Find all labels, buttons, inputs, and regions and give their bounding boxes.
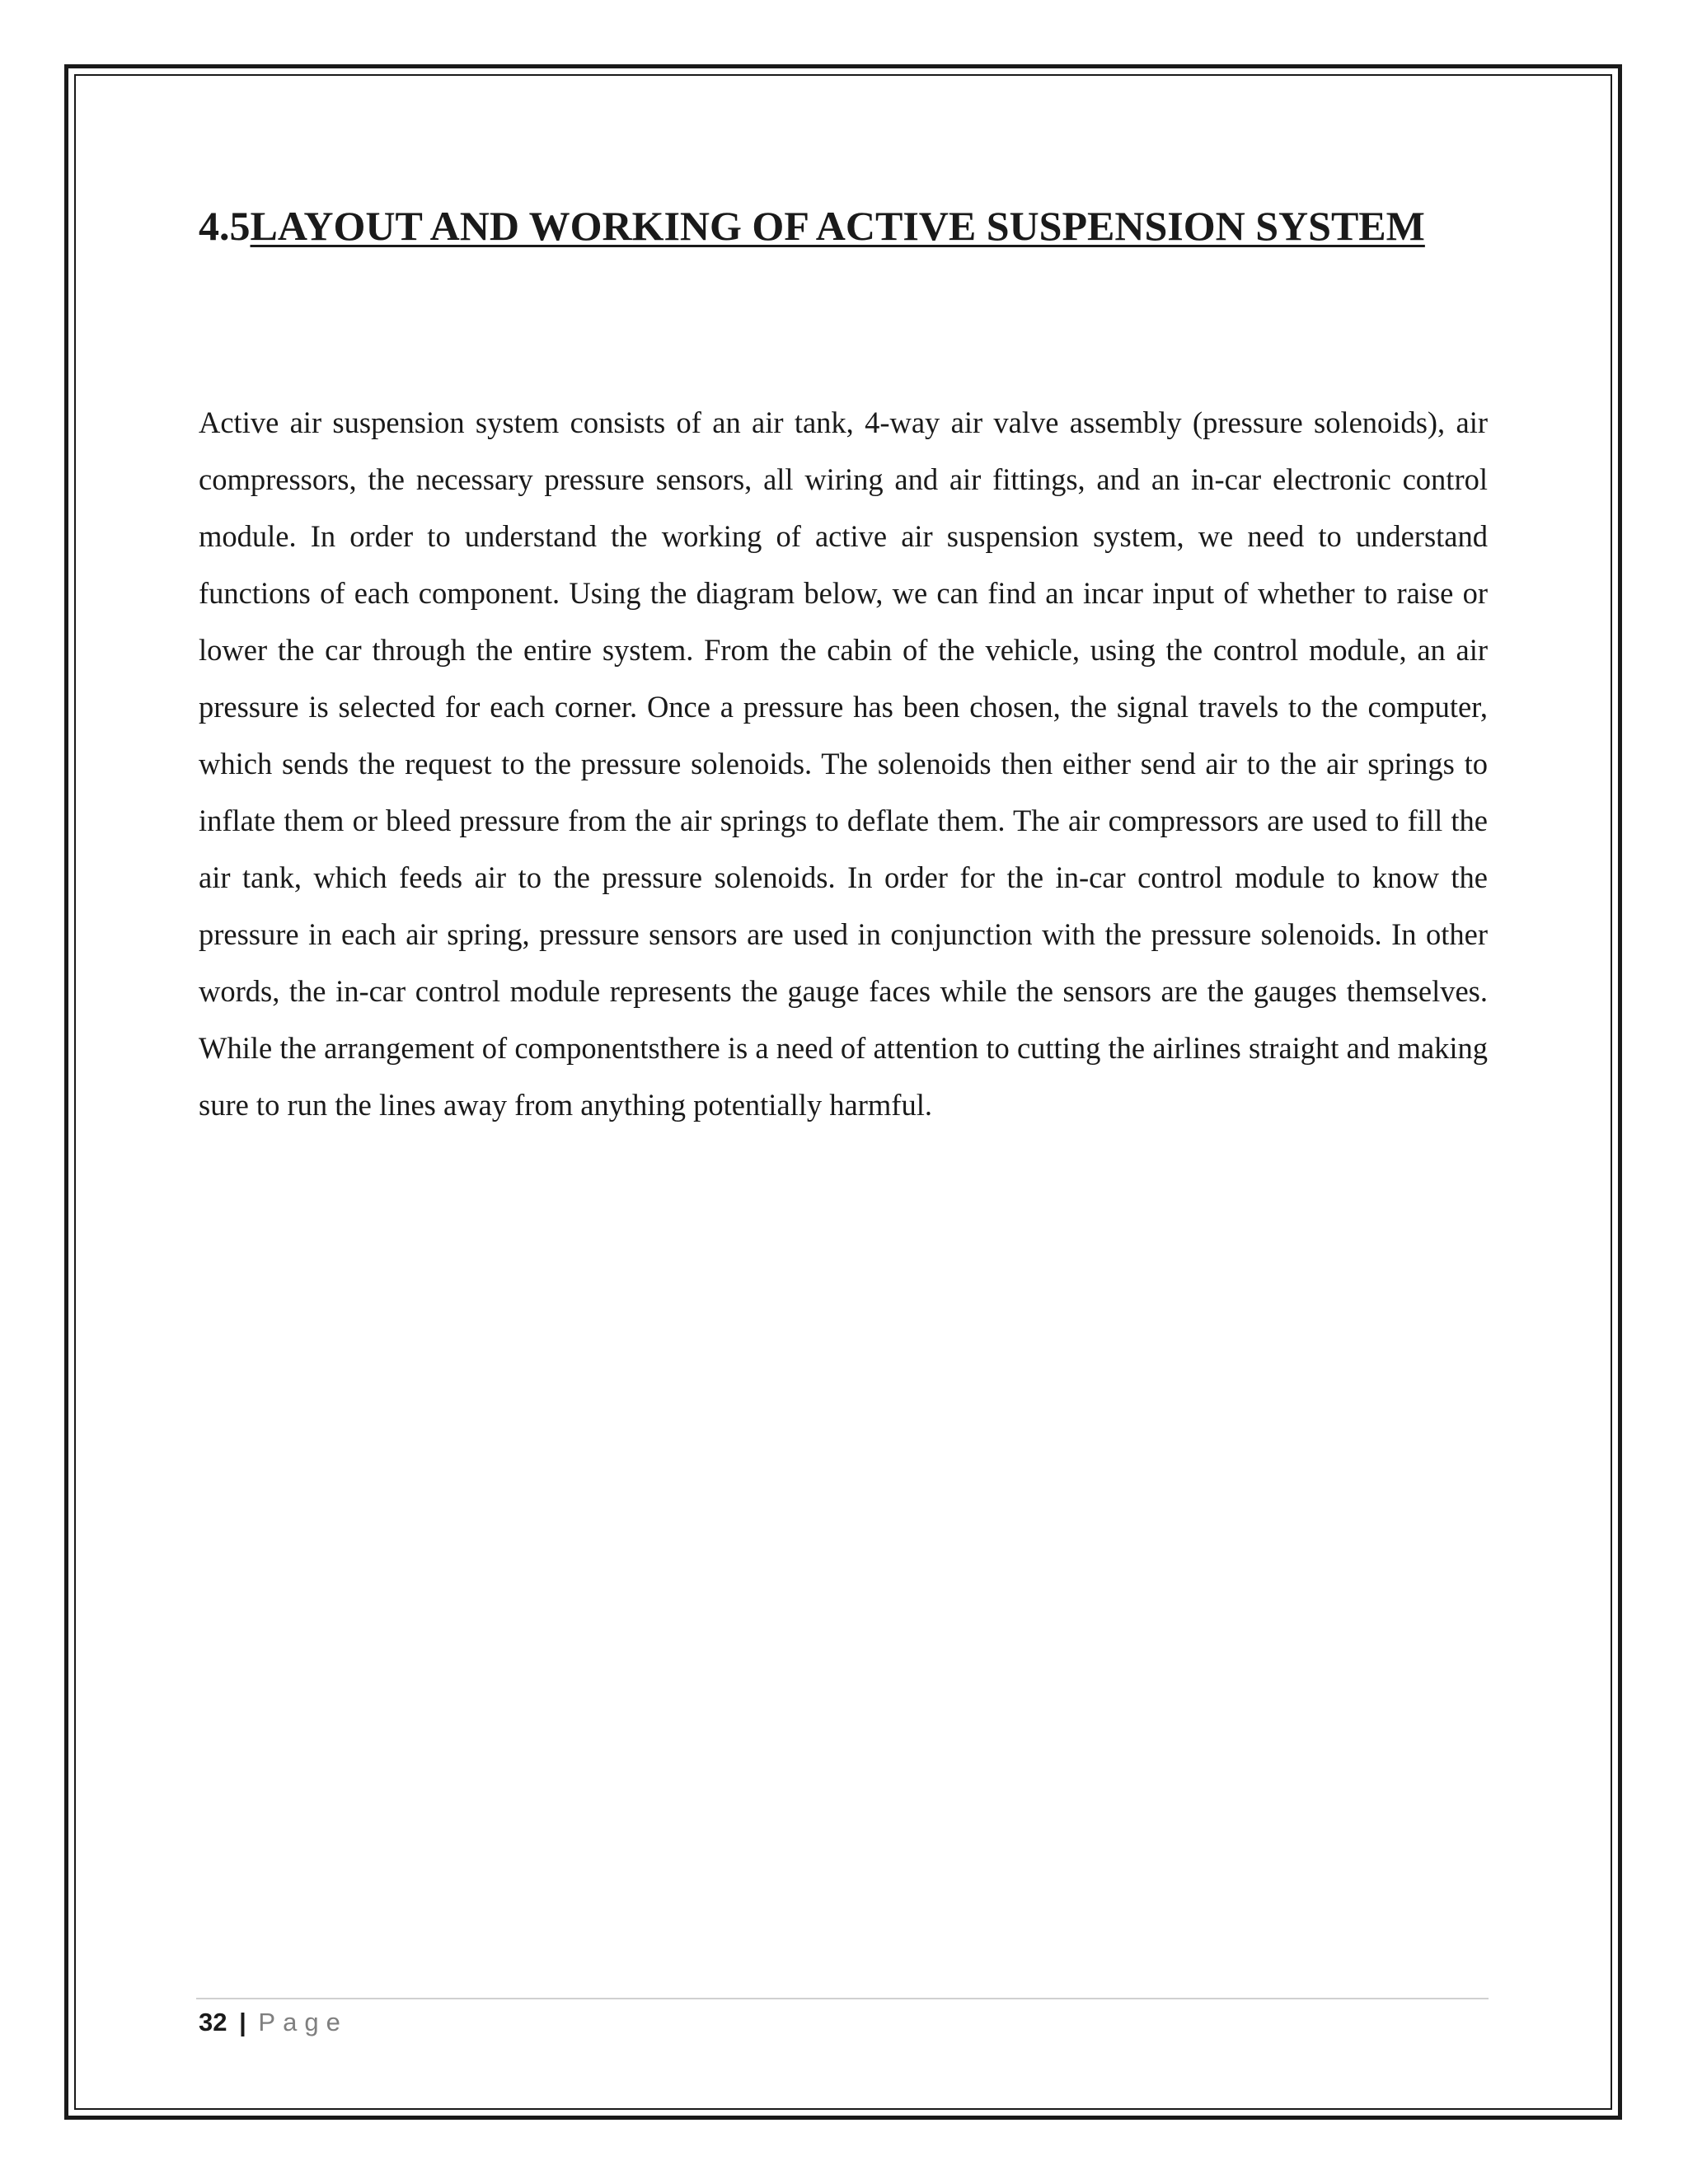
page-footer	[199, 2004, 348, 2041]
page-label: Page	[258, 2008, 348, 2036]
body-paragraph: Active air suspension system consists of an air tank, 4-way air valve assembly (pressure solenoids), air compressors, the necessary pressure sensors, all wiring and air fittings, and an in-car electronic control module. In order to understand the working of active air suspension system, we need to understand functions of each component. Using the diagram below, we can find an incar input of whether to raise or lower the car through the entire system. From the cabin of the vehicle, using the control module, an air pressure is selected for each corner. Once a pressure has been chosen, the signal travels to the computer, which sends the request to the pressure solenoids. The solenoids then either send air to the air springs to inflate them or bleed pressure from the air springs to deflate them. The air compressors are used to fill the air tank, which feeds air to the pressure solenoids. In order for the in-car control module to know the pressure in each air spring, pressure sensors are used in conjunction with the pressure solenoids. In other words, the in-car control module represents the gauge faces while the sensors are the gauges themselves. While the arrangement of componentsthere is a need of attention to cutting the airlines straight and making sure to run the lines away from anything potentially harmful.	[199, 405, 1488, 1122]
section-number: 4.5	[199, 203, 251, 249]
footer-separator: |	[239, 2008, 246, 2036]
section-title: LAYOUT AND WORKING OF ACTIVE SUSPENSION SYSTEM	[250, 203, 1425, 249]
section-heading	[199, 191, 1484, 260]
footer-divider	[196, 1998, 1489, 1999]
page-number: 32	[199, 2008, 227, 2036]
